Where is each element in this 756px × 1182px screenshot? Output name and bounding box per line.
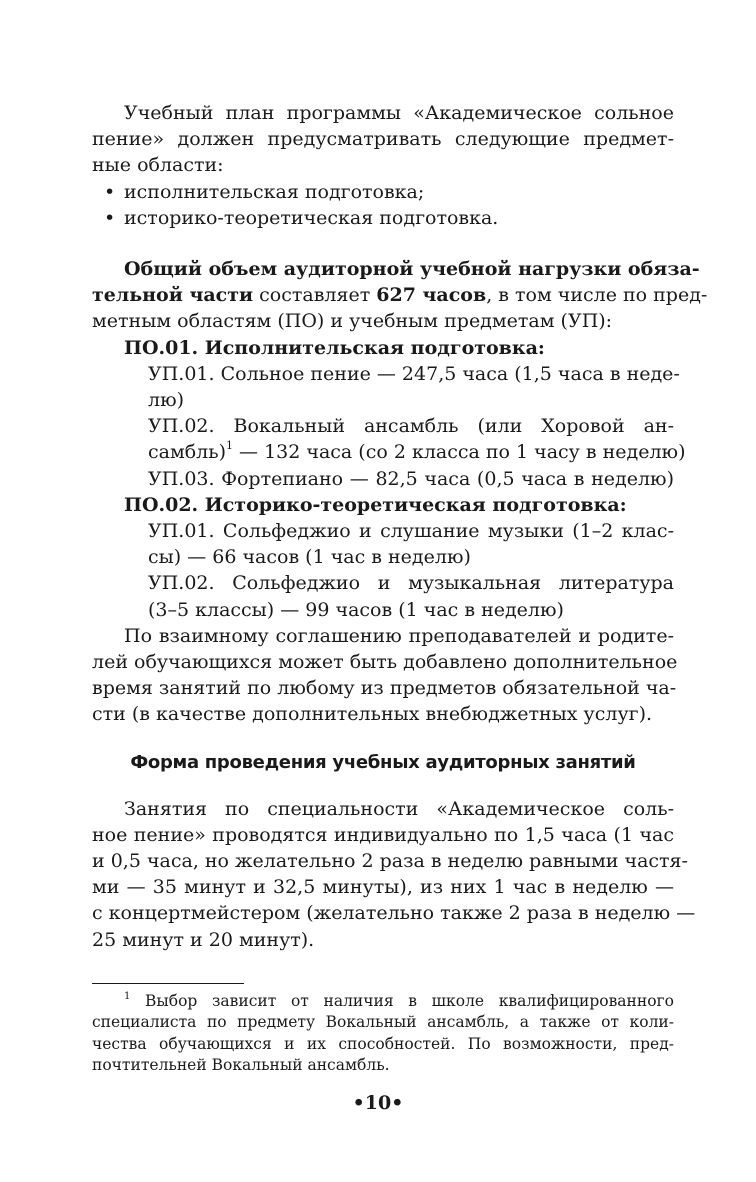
po02-up02-line-1: УП.02. Сольфеджио и музыкальная литература [148, 572, 674, 595]
agreement-line-3: время занятий по любому из предметов обязательной ча- [92, 677, 677, 700]
volume-text: составляет [253, 284, 377, 307]
po01-up02-line-1: УП.02. Вокальный ансамбль (или Хоровой ан- [148, 415, 674, 438]
intro-line-1: Учебный план программы «Академическое сольное [124, 102, 674, 124]
po01-up02-text-b: — 132 часа (со 2 класса по 1 часу в неделю) [233, 441, 686, 464]
po02-up01-line-1: УП.01. Сольфеджио и слушание музыки (1–2 клас- [148, 520, 674, 543]
page-number: •10• [352, 1092, 404, 1114]
page-content [92, 100, 708, 1077]
form-line-5: с концертмейстером (желательно также 2 раза в неделю — [92, 902, 696, 925]
footnote-divider [92, 983, 244, 984]
po01-title [92, 335, 674, 361]
form-line-1: Занятия по специальности «Академическое соль- [124, 797, 674, 820]
footnote-ref[interactable]: 1 [226, 439, 234, 453]
po01-up01-line-1: УП.01. Сольное пение — 247,5 часа (1,5 часа в неде- [148, 362, 680, 385]
po01-up02-line-2 [92, 439, 686, 465]
volume-line-1 [92, 256, 700, 282]
footnote-line-3: чества обучающихся и их способностей. По возможности, пред- [92, 1034, 674, 1053]
po01-up02-text-a: самбль) [148, 441, 227, 464]
po02-up01-line-2: сы) — 66 часов (1 час в неделю) [148, 546, 471, 569]
bullet-item-performance: • исполнительская подготовка; [92, 179, 674, 205]
po01-up01-line-2: лю) [148, 389, 185, 412]
volume-mandatory-part: тельной части [92, 284, 254, 307]
footnote-line-4: почтительней Вокальный ансамбль. [92, 1056, 390, 1075]
intro-line-3: ные области: [92, 154, 224, 177]
volume-line-2 [92, 282, 708, 308]
po01-title-text: ПО.01. Исполнительская подготовка: [124, 336, 545, 359]
po02-up02-line-2: (3–5 классы) — 99 часов (1 час в неделю) [148, 598, 564, 621]
volume-hours: 627 часов [376, 284, 487, 307]
section-heading: Форма проведения учебных аудиторных занятий [130, 751, 636, 773]
bullet-item-theory: • историко-теоретическая подготовка. [92, 205, 674, 231]
footnote-line-1-text: Выбор зависит от наличия в школе квалифицированного [130, 991, 674, 1010]
form-line-3: и 0,5 часа, но желательно 2 раза в неделю равными частя- [92, 850, 688, 873]
agreement-line-1: По взаимному соглашению преподавателей и родите- [124, 624, 674, 647]
po02-title [92, 492, 674, 518]
po02-title-text: ПО.02. Историко-теоретическая подготовка: [124, 493, 627, 516]
volume-line-3: метным областям (ПО) и учебным предметам (УП): [92, 310, 613, 333]
form-line-6: 25 минут и 20 минут). [92, 928, 315, 951]
agreement-line-4: сти (в качестве дополнительных внебюджетных услуг). [92, 703, 653, 726]
agreement-line-2: лей обучающихся может быть добавлено дополнительное [92, 651, 678, 674]
footnote-mark: 1 [124, 990, 131, 1002]
volume-line-1-bold: Общий объем аудиторной учебной нагрузки обяза- [124, 258, 700, 281]
footnote-line-2: специалиста по предмету Вокальный ансамбль, а также от коли- [92, 1013, 674, 1032]
footnote-line-1 [92, 991, 674, 1013]
form-line-4: ми — 35 минут и 32,5 минуты), из них 1 час в неделю — [92, 876, 674, 899]
po01-up03: УП.03. Фортепиано — 82,5 часа (0,5 часа в неделю) [148, 467, 674, 490]
volume-text-rest: , в том числе по пред- [486, 284, 708, 307]
intro-line-2: пение» должен предусматривать следующие предмет- [92, 128, 674, 151]
form-line-2: ное пение» проводятся индивидуально по 1,5 часа (1 час [92, 823, 674, 846]
